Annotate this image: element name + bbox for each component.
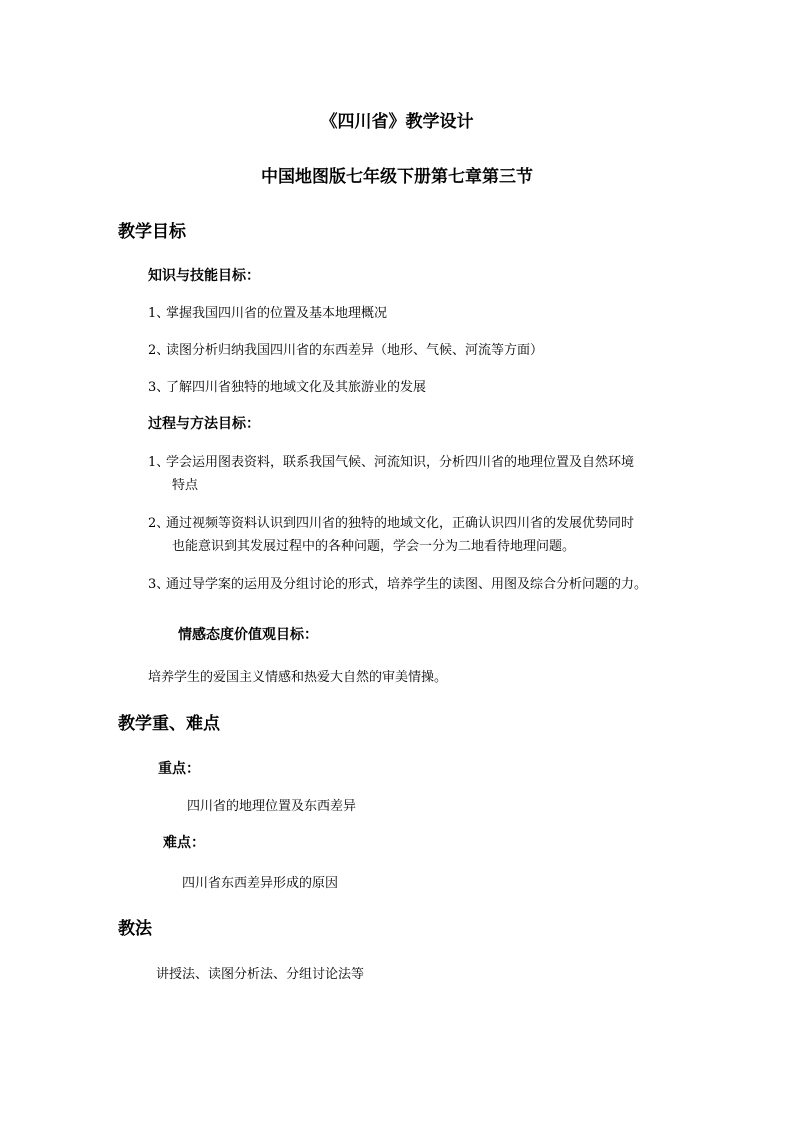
list-item <box>148 573 647 592</box>
list-item-text: 了解四川省独特的地域文化及其旅游业的发展 <box>166 380 427 395</box>
list-item-number: 1、 <box>148 455 170 470</box>
difficult-point-text: 四川省东西差异形成的原因 <box>182 876 339 891</box>
list-item-number: 2、 <box>148 516 170 531</box>
emotion-text: 培养学生的爱国主义情感和热爱大自然的审美情操。 <box>148 670 448 685</box>
list-item-continuation: 特点 <box>172 478 199 493</box>
list-item-text: 读图分析归纳我国四川省的东西差异（地形、气候、河流等方面） <box>166 343 544 358</box>
key-point-text: 四川省的地理位置及东西差异 <box>187 799 357 814</box>
list-item <box>148 512 634 531</box>
section-heading-keypoints: 教学重、难点 <box>118 714 220 734</box>
list-item <box>148 376 426 395</box>
list-item <box>148 302 387 321</box>
key-point-label: 重点： <box>158 761 200 777</box>
document-title: 《四川省》教学设计 <box>320 112 474 132</box>
methods-text: 讲授法、读图分析法、分组讨论法等 <box>156 967 365 982</box>
document-subtitle: 中国地图版七年级下册第七章第三节 <box>261 167 533 187</box>
list-item-continuation: 也能意识到其发展过程中的各种问题，学会一分为二地看待地理问题。 <box>172 539 576 554</box>
subsection-heading-emotion: 情感态度价值观目标： <box>178 627 318 643</box>
list-item-text: 通过视频等资料认识到四川省的独特的地域文化，正确认识四川省的发展优势同时 <box>166 516 635 531</box>
list-item-number: 3、 <box>148 577 170 592</box>
list-item-number: 3、 <box>148 380 170 395</box>
list-item-text: 学会运用图表资料，联系我国气候、河流知识，分析四川省的地理位置及自然环境 <box>166 455 635 470</box>
list-item-number: 1、 <box>148 306 170 321</box>
subsection-heading-process: 过程与方法目标： <box>148 416 260 432</box>
list-item-text: 通过导学案的运用及分组讨论的形式，培养学生的读图、用图及综合分析问题的力。 <box>166 577 648 592</box>
list-item <box>148 339 543 358</box>
list-item-text: 掌握我国四川省的位置及基本地理概况 <box>166 306 388 321</box>
section-heading-objectives: 教学目标 <box>118 222 186 242</box>
list-item <box>148 451 634 470</box>
difficult-point-label: 难点： <box>163 835 205 851</box>
list-item-number: 2、 <box>148 343 170 358</box>
subsection-heading-knowledge: 知识与技能目标： <box>148 268 260 284</box>
section-heading-methods: 教法 <box>118 919 152 939</box>
